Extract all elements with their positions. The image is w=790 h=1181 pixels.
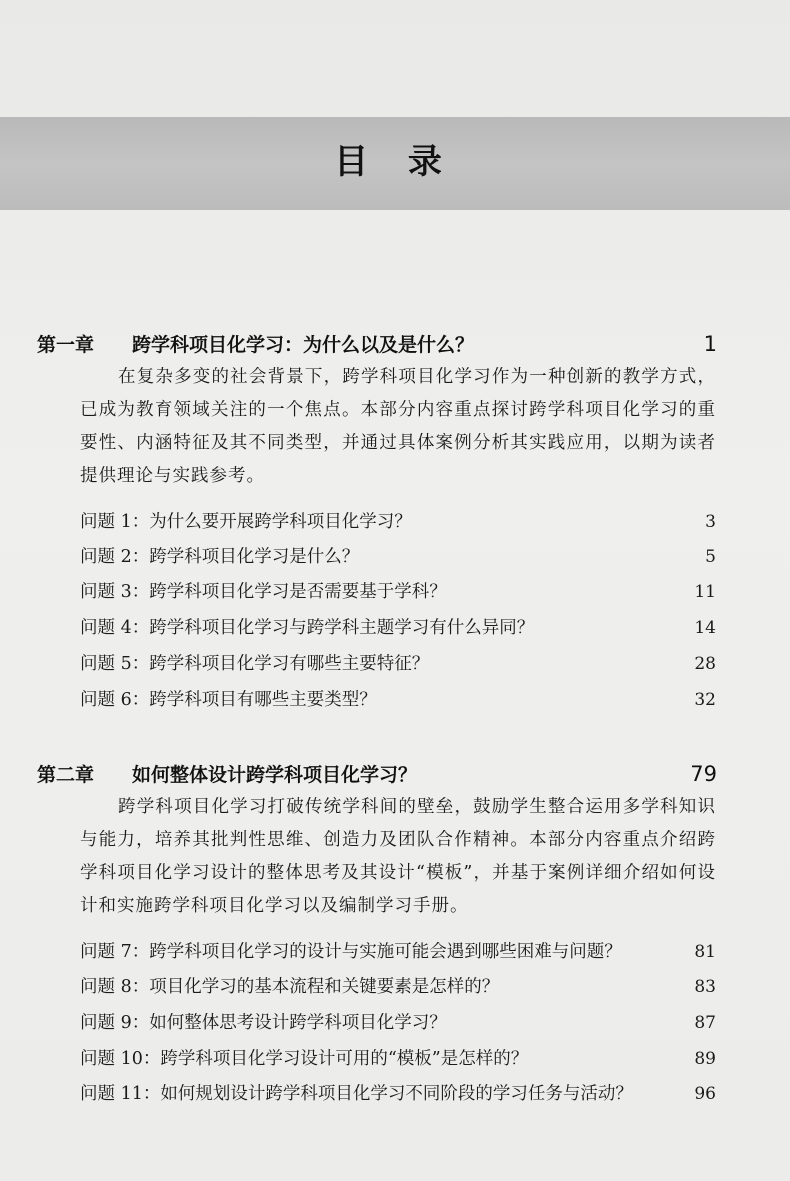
- chapter-heading[interactable]: [37, 760, 717, 787]
- toc-entry-page: 81: [694, 942, 716, 962]
- toc-entry[interactable]: [80, 686, 716, 711]
- toc-title: 目 录: [334, 142, 456, 182]
- toc-entry-label: 问题 10：跨学科项目化学习设计可用的“模板”是怎样的？: [80, 1049, 529, 1069]
- toc-entry-page: 28: [694, 654, 716, 674]
- toc-entry[interactable]: [80, 1009, 716, 1034]
- toc-entry-page: 5: [705, 547, 716, 567]
- toc-entry[interactable]: [80, 1045, 716, 1070]
- toc-entry[interactable]: [80, 973, 716, 998]
- chapter-title: 跨学科项目化学习：为什么以及是什么？: [132, 334, 475, 356]
- toc-entry-label: 问题 2：跨学科项目化学习是什么？: [80, 547, 360, 567]
- toc-entry-label: 问题 5：跨学科项目化学习有哪些主要特征？: [80, 654, 430, 674]
- toc-entry[interactable]: [80, 938, 716, 963]
- toc-entry-page: 96: [694, 1084, 716, 1104]
- toc-entry-page: 14: [694, 618, 716, 638]
- toc-entry[interactable]: [80, 650, 716, 675]
- toc-entry-label: 问题 4：跨学科项目化学习与跨学科主题学习有什么异同？: [80, 618, 535, 638]
- chapter-title: 如何整体设计跨学科项目化学习？: [132, 764, 418, 786]
- toc-entry-label: 问题 11：如何规划设计跨学科项目化学习不同阶段的学习任务与活动？: [80, 1084, 633, 1104]
- toc-entry-label: 问题 3：跨学科项目化学习是否需要基于学科？: [80, 582, 447, 602]
- toc-entry-label: 问题 7：跨学科项目化学习的设计与实施可能会遇到哪些困难与问题？: [80, 942, 622, 962]
- toc-entry-label: 问题 9：如何整体思考设计跨学科项目化学习？: [80, 1013, 447, 1033]
- chapter-heading[interactable]: [37, 330, 717, 357]
- chapter-number: 第二章: [37, 764, 95, 786]
- toc-entry-label: 问题 8：项目化学习的基本流程和关键要素是怎样的？: [80, 977, 500, 997]
- chapter-page-number: 1: [703, 332, 717, 356]
- toc-entry-page: 87: [694, 1013, 716, 1033]
- toc-entry[interactable]: [80, 1080, 716, 1105]
- toc-entry-label: 问题 6：跨学科项目有哪些主要类型？: [80, 690, 377, 710]
- chapter-summary: 跨学科项目化学习打破传统学科间的壁垒，鼓励学生整合运用多学科知识与能力，培养其批判性思维、创造力及团队合作精神。本部分内容重点介绍跨学科项目化学习设计的整体思考及其设计“模板”，并基于案例详细介绍如何设计和实施跨学科项目化学习以及编制学习手册。: [80, 797, 716, 916]
- toc-entry-page: 11: [694, 582, 716, 602]
- toc-entry[interactable]: [80, 508, 716, 533]
- toc-entry[interactable]: [80, 578, 716, 603]
- chapter-number: 第一章: [37, 334, 95, 356]
- toc-entry-label: 问题 1：为什么要开展跨学科项目化学习？: [80, 512, 412, 532]
- toc-entry-page: 89: [694, 1049, 716, 1069]
- toc-entry-page: 3: [705, 512, 716, 532]
- toc-entry[interactable]: [80, 614, 716, 639]
- chapter-page-number: 79: [690, 762, 717, 786]
- toc-entry[interactable]: [80, 543, 716, 568]
- chapter-summary: 在复杂多变的社会背景下，跨学科项目化学习作为一种创新的教学方式，已成为教育领域关注的一个焦点。本部分内容重点探讨跨学科项目化学习的重要性、内涵特征及其不同类型，并通过具体案例分析其实践应用，以期为读者提供理论与实践参考。: [80, 367, 716, 486]
- toc-entry-page: 32: [694, 690, 716, 710]
- toc-entry-page: 83: [694, 977, 716, 997]
